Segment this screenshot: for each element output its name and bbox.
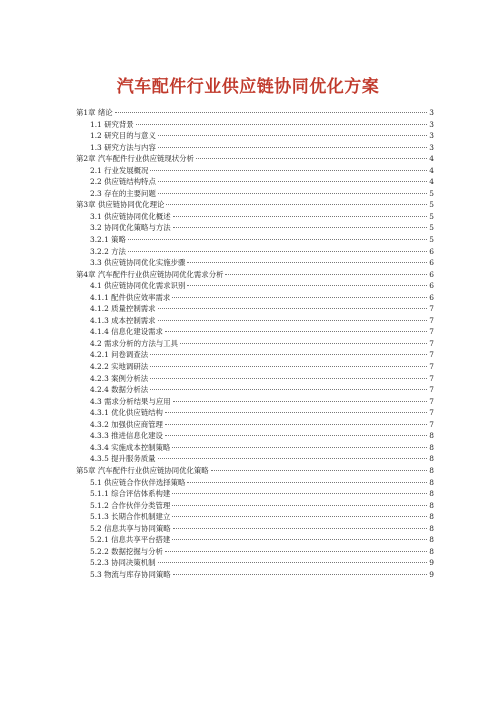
toc-entry-page-number: 8: [429, 454, 434, 464]
toc-entry-page-number: 8: [429, 431, 434, 441]
toc-entry-label: 1.1 研究背景: [90, 119, 134, 129]
toc-entry-label: 1.2 研究目的与意义: [90, 131, 156, 141]
toc-entry-page-number: 8: [429, 546, 434, 556]
toc-dot-leader: [165, 412, 427, 413]
toc-entry-page-number: 4: [429, 177, 434, 187]
toc-entry-page-number: 8: [429, 477, 434, 487]
toc-entry[interactable]: [76, 430, 434, 442]
toc-entry-label: 2.2 供应链结构特点: [90, 177, 156, 187]
toc-dot-leader: [172, 493, 427, 494]
toc-entry-page-number: 8: [429, 500, 434, 510]
toc-dot-leader: [173, 574, 428, 575]
toc-entry[interactable]: [76, 257, 434, 269]
toc-entry-label: 4.2 需求分析的方法与工具: [90, 338, 179, 348]
toc-dot-leader: [165, 424, 427, 425]
toc-dot-leader: [115, 112, 428, 113]
toc-entry-page-number: 5: [429, 235, 434, 245]
toc-entry-page-number: 8: [429, 535, 434, 545]
toc-entry-page-number: 3: [429, 108, 434, 117]
toc-entry-page-number: 9: [429, 569, 434, 579]
toc-entry-page-number: 7: [429, 408, 434, 418]
toc-entry-label: 3.2.1 策略: [90, 235, 126, 245]
toc-entry[interactable]: [76, 419, 434, 431]
toc-entry[interactable]: [76, 361, 434, 373]
toc-dot-leader: [166, 204, 427, 205]
toc-dot-leader: [158, 320, 428, 321]
toc-entry-label: 4.1.2 质量控制需求: [90, 304, 156, 314]
toc-dot-leader: [150, 389, 427, 390]
toc-dot-leader: [150, 170, 427, 171]
toc-entry-page-number: 6: [429, 292, 434, 302]
toc-entry-page-number: 3: [429, 131, 434, 141]
toc-entry[interactable]: [76, 453, 434, 465]
toc-dot-leader: [165, 551, 427, 552]
toc-entry-page-number: 5: [429, 223, 434, 233]
toc-entry-page-number: 7: [429, 327, 434, 337]
toc-entry[interactable]: [76, 407, 434, 419]
toc-dot-leader: [172, 539, 427, 540]
document-title: 汽车配件行业供应链协同优化方案: [116, 77, 380, 97]
toc-entry[interactable]: [76, 292, 434, 304]
toc-entry-label: 4.1.3 成本控制需求: [90, 315, 156, 325]
toc-entry[interactable]: [76, 211, 434, 223]
toc-entry-label: 2.1 行业发展概况: [90, 165, 149, 175]
toc-entry-page-number: 6: [429, 258, 434, 268]
toc-entry[interactable]: [76, 246, 434, 258]
toc-entry-label: 5.2.2 数据挖掘与分析: [90, 546, 163, 556]
toc-entry[interactable]: [76, 153, 434, 165]
toc-dot-leader: [158, 562, 428, 563]
toc-entry[interactable]: [76, 523, 434, 535]
toc-entry-page-number: 8: [429, 523, 434, 533]
toc-entry-label: 4.3.4 实施成本控制策略: [90, 442, 171, 452]
toc-entry[interactable]: [76, 234, 434, 246]
toc-dot-leader: [173, 528, 428, 529]
toc-dot-leader: [225, 274, 427, 275]
toc-dot-leader: [172, 516, 427, 517]
toc-entry-page-number: 8: [429, 489, 434, 499]
toc-entry-page-number: 5: [429, 200, 434, 210]
toc-entry-label: 4.2.4 数据分析法: [90, 385, 149, 395]
toc-dot-leader: [165, 435, 427, 436]
toc-entry-label: 5.1 供应链合作伙伴选择策略: [90, 477, 186, 487]
toc-entry-label: 第3章 供应链协同优化理论: [76, 200, 165, 210]
toc-entry-label: 2.3 存在的主要问题: [90, 188, 156, 198]
toc-entry-page-number: 6: [429, 246, 434, 256]
toc-entry-page-number: 7: [429, 419, 434, 429]
toc-dot-leader: [187, 482, 427, 483]
toc-entry-page-number: 7: [429, 350, 434, 360]
toc-dot-leader: [172, 505, 427, 506]
toc-entry-label: 4.1.1 配件供应效率需求: [90, 292, 171, 302]
toc-entry-label: 1.3 研究方法与内容: [90, 142, 156, 152]
toc-dot-leader: [172, 297, 427, 298]
toc-entry-page-number: 6: [429, 269, 434, 279]
toc-entry-page-number: 8: [429, 512, 434, 522]
toc-dot-leader: [150, 354, 427, 355]
toc-entry-label: 第2章 汽车配件行业供应链现状分析: [76, 154, 194, 164]
toc-entry[interactable]: [76, 165, 434, 177]
toc-dot-leader: [158, 181, 427, 182]
toc-entry-label: 第4章 汽车配件行业供应链协同优化需求分析: [76, 269, 224, 279]
toc-entry-label: 4.3.5 提升服务质量: [90, 454, 156, 464]
toc-entry-label: 5.1.1 综合评估体系构建: [90, 489, 171, 499]
toc-dot-leader: [158, 458, 428, 459]
toc-entry-label: 5.2.3 协同决策机制: [90, 558, 156, 568]
toc-entry[interactable]: [76, 222, 434, 234]
toc-entry-label: 4.1.4 信息化建设需求: [90, 327, 163, 337]
toc-entry-page-number: 7: [429, 373, 434, 383]
toc-entry-label: 5.1.3 长期合作机制建立: [90, 512, 171, 522]
toc-dot-leader: [158, 308, 428, 309]
toc-entry[interactable]: [76, 315, 434, 327]
toc-entry[interactable]: [76, 199, 434, 211]
toc-dot-leader: [165, 331, 427, 332]
toc-entry[interactable]: [76, 477, 434, 489]
toc-entry[interactable]: [76, 142, 434, 154]
toc-entry[interactable]: [76, 500, 434, 512]
toc-entry-label: 5.1.2 合作伙伴分类管理: [90, 500, 171, 510]
toc-dot-leader: [158, 193, 427, 194]
toc-entry-label: 4.2.2 实地调研法: [90, 362, 149, 372]
toc-dot-leader: [136, 124, 428, 125]
toc-entry-page-number: 7: [429, 338, 434, 348]
toc-entry-label: 3.2.2 方法: [90, 246, 126, 256]
toc-entry[interactable]: [76, 546, 434, 558]
toc-entry[interactable]: [76, 557, 434, 569]
toc-entry[interactable]: [76, 465, 434, 477]
toc-dot-leader: [173, 401, 428, 402]
toc-dot-leader: [196, 158, 427, 159]
toc-entry[interactable]: [76, 396, 434, 408]
toc-entry-label: 4.1 供应链协同优化需求识别: [90, 281, 186, 291]
toc-entry-label: 第1章 绪论: [76, 108, 113, 117]
toc-entry-page-number: 3: [429, 119, 434, 129]
toc-dot-leader: [172, 447, 427, 448]
toc-dot-leader: [128, 239, 427, 240]
toc-dot-leader: [180, 343, 427, 344]
toc-entry[interactable]: [76, 384, 434, 396]
toc-entry-page-number: 5: [429, 211, 434, 221]
toc-entry[interactable]: [76, 569, 434, 581]
toc-entry-page-number: 7: [429, 315, 434, 325]
toc-dot-leader: [150, 378, 427, 379]
toc-entry-label: 3.3 供应链协同优化实施步骤: [90, 258, 186, 268]
toc-dot-leader: [187, 285, 427, 286]
toc-entry-label: 4.2.3 案例分析法: [90, 373, 149, 383]
toc-dot-leader: [211, 470, 428, 471]
toc-entry-label: 4.3 需求分析结果与应用: [90, 396, 171, 406]
toc-dot-leader: [128, 251, 427, 252]
toc-entry-page-number: 4: [429, 165, 434, 175]
toc-entry[interactable]: [76, 338, 434, 350]
toc-entry[interactable]: [76, 442, 434, 454]
toc-entry-page-number: 4: [429, 154, 434, 164]
toc-entry-page-number: 8: [429, 442, 434, 452]
toc-entry-label: 5.3 物流与库存协同策略: [90, 569, 171, 579]
toc-entry-page-number: 7: [429, 304, 434, 314]
toc-entry-label: 第5章 汽车配件行业供应链协同优化策略: [76, 465, 209, 475]
toc-dot-leader: [173, 216, 428, 217]
toc-dot-leader: [173, 227, 428, 228]
toc-entry[interactable]: [76, 488, 434, 500]
toc-entry[interactable]: [76, 534, 434, 546]
toc-entry[interactable]: [76, 269, 434, 281]
toc-entry[interactable]: [76, 119, 434, 131]
toc-entry[interactable]: [76, 349, 434, 361]
toc-entry[interactable]: [76, 511, 434, 523]
toc-entry-label: 4.2.1 问卷调查法: [90, 350, 149, 360]
toc-entry-page-number: 5: [429, 188, 434, 198]
toc-dot-leader: [150, 366, 427, 367]
toc-entry-page-number: 7: [429, 362, 434, 372]
toc-entry-page-number: 7: [429, 385, 434, 395]
toc-entry-page-number: 3: [429, 142, 434, 152]
toc-entry-label: 4.3.2 加强供应商管理: [90, 419, 163, 429]
toc-entry[interactable]: [76, 280, 434, 292]
toc-entry-label: 3.2 协同优化策略与方法: [90, 223, 171, 233]
toc-entry-label: 4.3.1 优化供应链结构: [90, 408, 163, 418]
toc-entry-page-number: 7: [429, 396, 434, 406]
toc-entry-page-number: 9: [429, 558, 434, 568]
toc-entry[interactable]: [76, 373, 434, 385]
toc-entry[interactable]: [76, 188, 434, 200]
toc-entry-label: 5.2 信息共享与协同策略: [90, 523, 171, 533]
toc-entry[interactable]: [76, 303, 434, 315]
toc-entry-label: 5.2.1 信息共享平台搭建: [90, 535, 171, 545]
toc-entry[interactable]: [76, 176, 434, 188]
toc-entry-page-number: 6: [429, 281, 434, 291]
table-of-contents: [76, 107, 434, 580]
toc-entry-page-number: 8: [429, 465, 434, 475]
toc-entry[interactable]: [76, 326, 434, 338]
toc-entry-label: 3.1 供应链协同优化概述: [90, 211, 171, 221]
toc-entry-label: 4.3.3 推进信息化建设: [90, 431, 163, 441]
toc-dot-leader: [158, 135, 427, 136]
toc-entry[interactable]: [76, 107, 434, 119]
toc-dot-leader: [158, 147, 427, 148]
toc-entry[interactable]: [76, 130, 434, 142]
toc-dot-leader: [187, 262, 427, 263]
